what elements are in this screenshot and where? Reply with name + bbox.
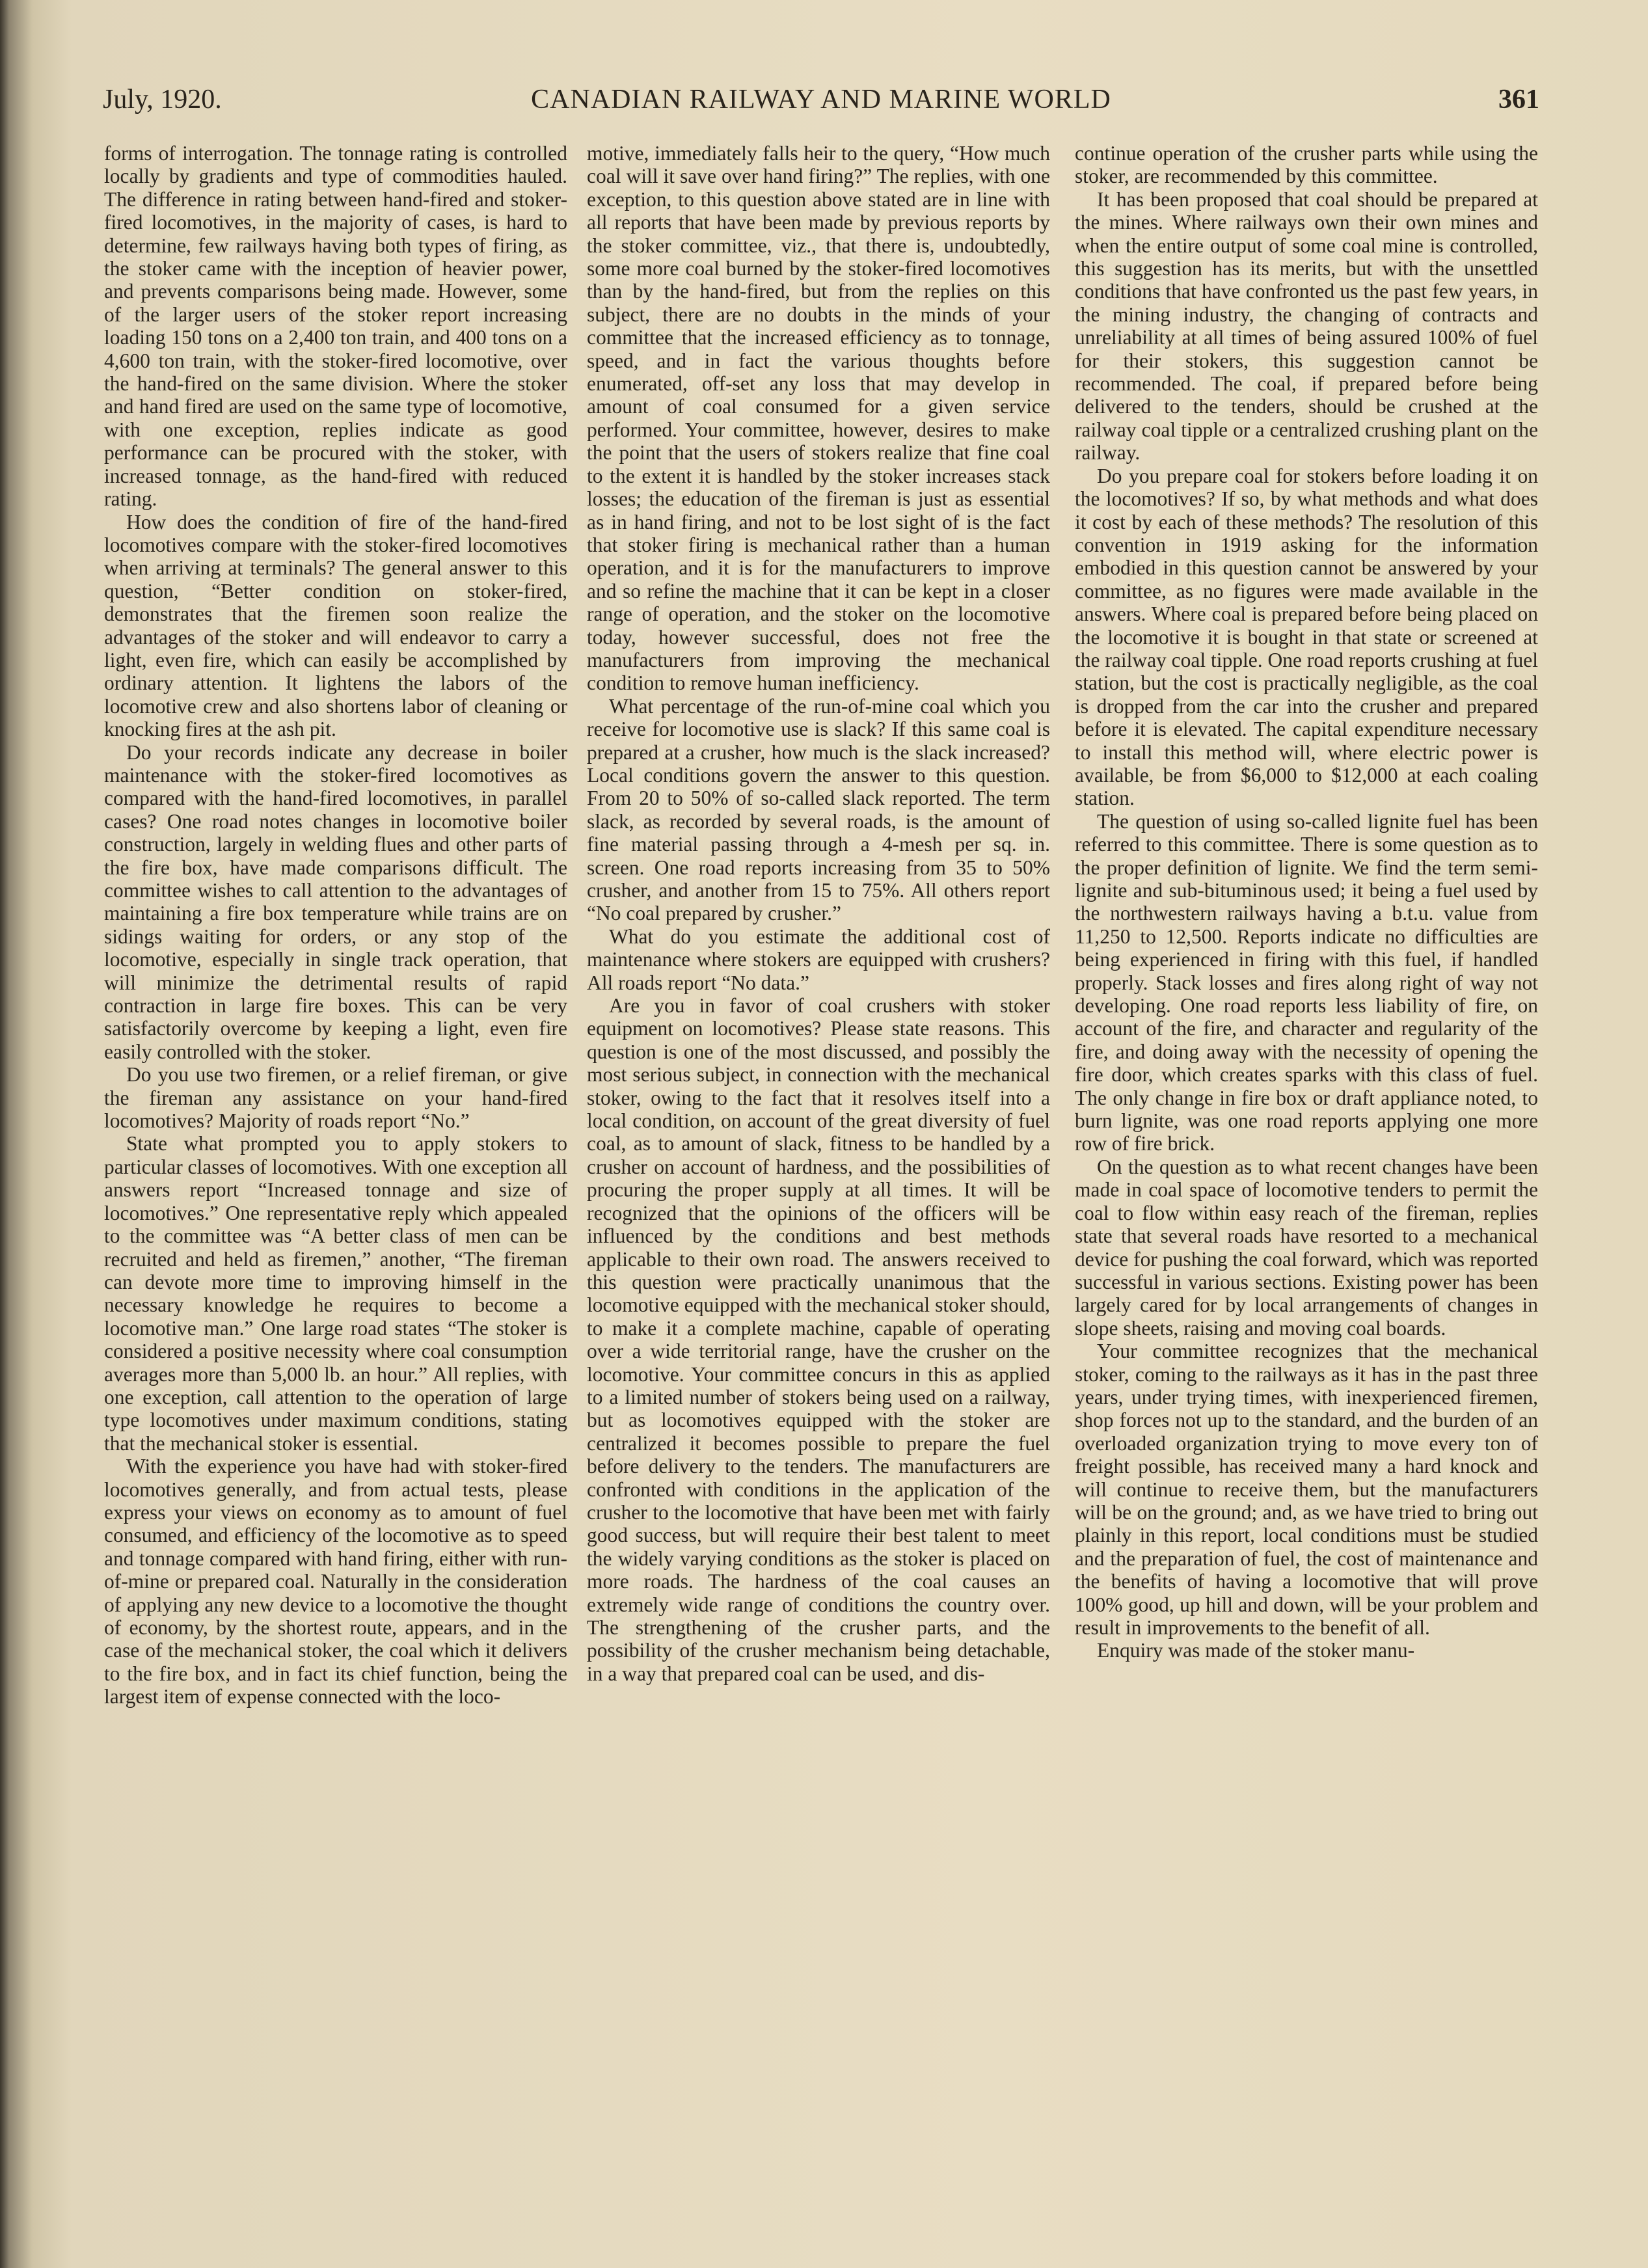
paragraph: Do you prepare coal for stokers before loading it on the locomotives? If so, by what methods and what does it cost by each of these methods? The resolution of this convention in 1919 asking for the information embodied in this question cannot be answered by your committee, as no figures were made available in the answers. Where coal is prepared before being placed on the locomotive it is bought in that state or screened at the railway coal tipple. One road reports crushing at fuel station, but the cost is practically negligible, as the coal is dropped from the car into the crusher and prepared before it is elevated. The capital expenditure necessary to install this method will, where electric power is available, be from $6,000 to $12,000 at each coaling station. [1075,464,1538,810]
paragraph: motive, immediately falls heir to the query, “How much coal will it save over hand firing?” The replies, with one exception, to this question above stated are in line with all reports that have been made by previous reports by the stoker committee, viz., that there is, undoubtedly, some more coal burned by the stoker-fired locomotives than by the hand-fired, but from the replies on this subject, there are no doubts in the minds of your committee that the increased efficiency as to tonnage, speed, and in fact the various thoughts before enumerated, off-set any loss that may develop in amount of coal consumed for a given service performed. Your committee, however, desires to make the point that the users of stokers realize that fine coal to the extent it is handled by the stoker increases stack losses; the education of the fireman is just as essential as in hand firing, and not to be lost sight of is the fact that stoker firing is mechanical rather than a human operation, and it is for the manufacturers to improve and so refine the machine that it can be kept in a closer range of operation, and the stoker on the locomotive today, however successful, does not free the manufacturers from improving the mechanical condition to remove human inefficiency. [587,142,1050,695]
paragraph: How does the condition of fire of the hand-fired locomotives compare with the stoker-fired locomotives when arriving at terminals? The general answer to this question, “Better condition on stoker-fired, demonstrates that the firemen soon realize the advantages of the stoker and will endeavor to carry a light, even fire, which can easily be accomplished by ordinary attention. It lightens the labors of the locomotive crew and also shortens labor of cleaning or knocking fires at the ash pit. [104,510,567,741]
paragraph: forms of interrogation. The tonnage rating is controlled locally by gradients and type of commodities hauled. The difference in rating between hand-fired and stoker-fired locomotives, in the majority of cases, is hard to determine, few railways having both types of firing, as the stoker came with the inception of heavier power, and prevents comparisons being made. However, some of the larger users of the stoker report increasing loading 150 tons on a 2,400 ton train, and 400 tons on a 4,600 ton train, with the stoker-fired locomotive, over the hand-fired on the same division. Where the stoker and hand fired are used on the same type of locomotive, with one exception, replies indicate as good performance can be procured with the stoker, with increased tonnage, as the hand-fired with reduced rating. [104,142,567,511]
publication-title: CANADIAN RAILWAY AND MARINE WORLD [531,85,1111,115]
paragraph: On the question as to what recent changes have been made in coal space of locomotive tenders to permit the coal to flow within easy reach of the fireman, replies state that several roads have resorted to a mechanical device for pushing the coal forward, which was reported successful in various sections. Existing power has been largely cared for by local arrangements of changes in slope sheets, raising and moving coal boards. [1075,1155,1538,1340]
paragraph: It has been proposed that coal should be prepared at the mines. Where railways own their own mines and when the entire output of some coal mine is controlled, this suggestion has its merits, but with the unsettled conditions that have confronted us the past few years, in the mining industry, the changing of contracts and unreliability at all times of being assured 100% of fuel for their stokers, this suggestion cannot be recommended. The coal, if prepared before being delivered to the tenders, should be crushed at the railway coal tipple or a centralized crushing plant on the railway. [1075,187,1538,465]
paragraph: What percentage of the run-of-mine coal which you receive for locomotive use is slack? If this same coal is prepared at a crusher, how much is the slack increased? Local conditions govern the answer to this question. From 20 to 50% of so-called slack reported. The term slack, as recorded by several roads, is the amount of fine material passing through a 4-mesh per sq. in. screen. One road reports increasing from 35 to 50% crusher, and another from 15 to 75%. All others report “No coal prepared by crusher.” [587,694,1050,925]
page-header [103,77,1539,122]
issue-date: July, 1920. [103,85,222,115]
paragraph: Do you use two firemen, or a relief fireman, or give the fireman any assistance on your hand-fired locomotives? Majority of roads report “No.” [104,1063,567,1133]
text-column-2 [587,142,1050,2217]
paragraph: continue operation of the crusher parts while using the stoker, are recommended by this committee. [1075,142,1538,188]
text-column-1 [104,142,567,2217]
paragraph: Do your records indicate any decrease in boiler maintenance with the stoker-fired locomotives as compared with the hand-fired locomotives, in parallel cases? One road notes changes in locomotive boiler construction, largely in welding flues and other parts of the fire box, have made comparisons difficult. The committee wishes to call attention to the advantages of maintaining a fire box temperature while trains are on sidings waiting for orders, or any stop of the locomotive, especially in single track operation, that will minimize the detrimental results of rapid contraction in large fire boxes. This can be very satisfactorily overcome by keeping a light, even fire easily controlled with the stoker. [104,740,567,1063]
paragraph: The question of using so-called lignite fuel has been referred to this committee. There is some question as to the proper definition of lignite. We find the term semi-lignite and sub-bituminous used; it being a fuel used by the northwestern railways having a b.t.u. value from 11,250 to 12,500. Reports indicate no difficulties are being experienced in firing with this fuel, if handled properly. Stack losses and fires along right of way not developing. One road reports less liability of fire, on account of the fire, and character and regularity of the fire, and doing away with the necessity of opening the fire door, which creates sparks with this class of fuel. The only change in fire box or draft appliance noted, to burn lignite, was one road reports applying one more row of fire brick. [1075,809,1538,1155]
paragraph: Enquiry was made of the stoker manu- [1097,1639,1415,1662]
page-number: 361 [1498,85,1539,115]
paragraph: Are you in favor of coal crushers with stoker equipment on locomotives? Please state reasons. This question is one of the most discussed, and possibly the most serious subject, in connection with the mechanical stoker, owing to the fact that it resolves itself into a local condition, on account of the great diversity of fuel coal, as to amount of slack, fitness to be handled by a crusher on account of hardness, and the possibilities of procuring the proper supply at all times. It will be recognized that the opinions of the officers will be influenced by the conditions and best methods applicable to their own road. The answers received to this question were practically unanimous that the locomotive equipped with the mechanical stoker should, to make it a complete machine, capable of operating over a wide territorial range, have the crusher on the locomotive. Your committee concurs in this as applied to a limited number of stokers being used on a railway, but as locomotives equipped with the stoker are centralized it becomes possible to prepare the fuel before delivery to the tenders. The manufacturers are confronted with conditions in the application of the crusher to the locomotive that have been met with fairly good success, but will require their best talent to meet the widely varying conditions as the stoker is placed on more roads. The hardness of the coal causes an extremely wide range of conditions the country over. The strengthening of the crusher parts, and the possibility of the crusher mechanism being detachable, in a way that prepared coal can be used, and dis- [587,994,1050,1685]
paragraph: With the experience you have had with stoker-fired locomotives generally, and from actual tests, please express your views on economy as to amount of fuel consumed, and efficiency of the locomotive as to speed and tonnage compared with hand firing, either with run-of-mine or prepared coal. Naturally in the consideration of applying any new device to a locomotive the thought of economy, by the shortest route, appears, and in the case of the mechanical stoker, the coal which it delivers to the fire box, and in fact its chief function, being the largest item of expense connected with the loco- [104,1455,567,1708]
paragraph: State what prompted you to apply stokers to particular classes of locomotives. With one exception all answers report “Increased tonnage and size of locomotives.” One representative reply which appealed to the committee was “A better class of men can be recruited and held as firemen,” another, “The fireman can devote more time to improving himself in the necessary knowledge he requires to become a locomotive man.” One large road states “The stoker is considered a positive necessity where coal consumption averages more than 5,000 lb. an hour.” All replies, with one exception, call attention to the operation of large type locomotives under maximum conditions, stating that the mechanical stoker is essential. [104,1132,567,1455]
paragraph: What do you estimate the additional cost of maintenance where stokers are equipped with crushers? All roads report “No data.” [587,925,1050,994]
paragraph: Your committee recognizes that the mechanical stoker, coming to the railways as it has in the past three years, under trying times, with inexperienced firemen, shop forces not up to the standard, and the burden of an overloaded organization trying to move every ton of freight possible, has received many a hard knock and will continue to receive them, but the manufacturers will be on the ground; and, as we have tried to bring out plainly in this report, local conditions must be studied and the preparation of fuel, the cost of maintenance and the benefits of having a locomotive that will prove 100% good, up hill and down, will be your problem and result in improvements to the benefit of all. [1075,1340,1538,1639]
text-column-3 [1075,142,1538,2217]
